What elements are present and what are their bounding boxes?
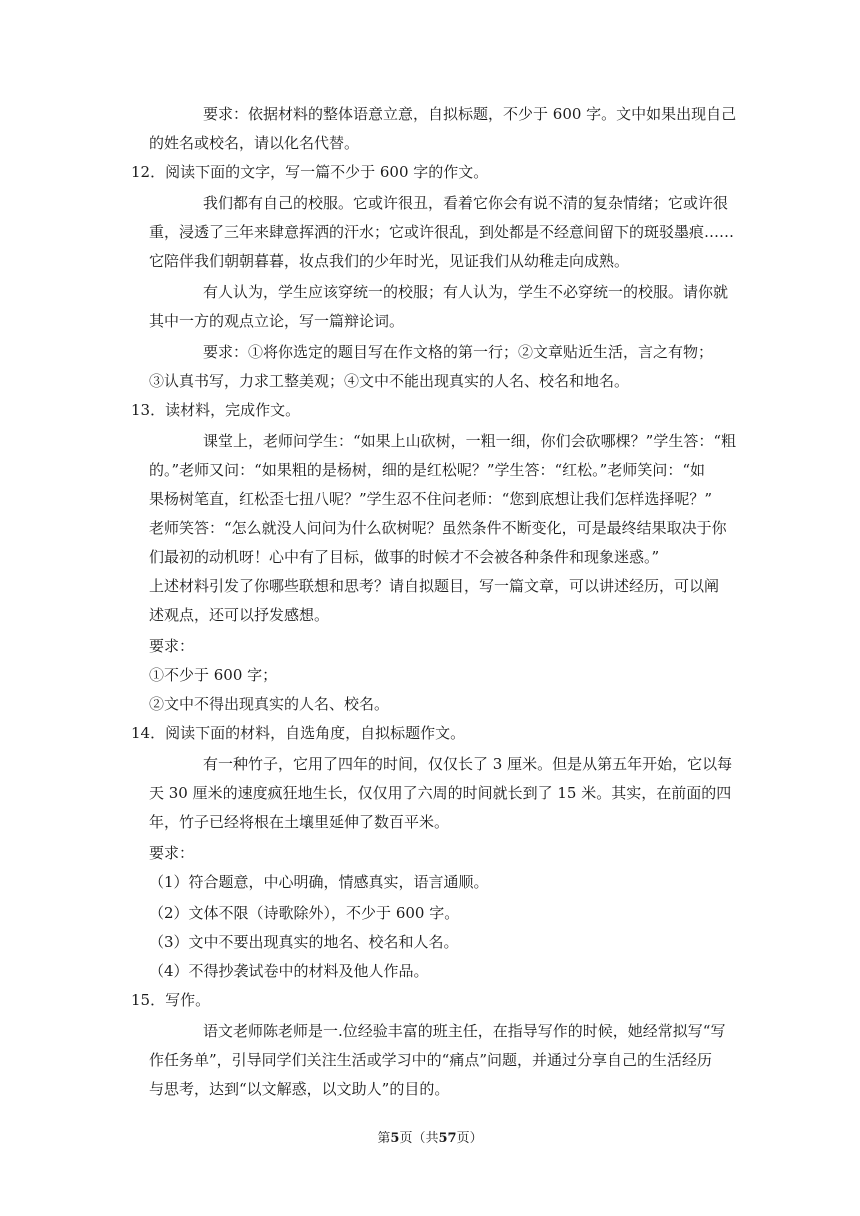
text-line: 有人认为，学生应该穿统一的校服；有人认为，学生不必穿统一的校服。请你就	[203, 283, 729, 301]
text-line: （1）符合题意，中心明确，情感真实，语言通顺。	[149, 873, 489, 891]
text-line: 的姓名或校名，请以化名代替。	[149, 134, 360, 152]
text-line: 我们都有自己的校服。它或许很丑，看着它你会有说不清的复杂情绪；它或许很	[203, 194, 729, 212]
text-line: ②文中不得出现真实的人名、校名。	[149, 695, 390, 713]
text-line: 要求：	[149, 637, 195, 655]
text-line: 上述材料引发了你哪些联想和思考？请自拟题目，写一篇文章，可以讲述经历，可以阐	[149, 577, 720, 595]
text-line: （3）文中不要出现真实的地名、校名和人名。	[149, 933, 459, 951]
total-pages: 57	[438, 1131, 457, 1146]
text-line: 要求：	[149, 844, 195, 862]
text-line: 果杨树笔直，红松歪七扭八呢？”学生忍不住问老师：“您到底想让我们怎样选择呢？”	[149, 490, 713, 508]
question-heading: 13．读材料，完成作文。	[131, 401, 301, 419]
text-line: 要求：依据材料的整体语意立意，自拟标题，不少于 600 字。文中如果出现自己	[203, 105, 737, 123]
footer-suffix: 页）	[456, 1131, 483, 1146]
text-line: ③认真书写，力求工整美观；④文中不能出现真实的人名、校名和地名。	[149, 372, 630, 390]
page-footer	[0, 1130, 860, 1148]
text-line: ①不少于 600 字；	[149, 666, 278, 684]
question-heading: 12．阅读下面的文字，写一篇不少于 600 字的作文。	[131, 163, 489, 181]
text-line: （2）文体不限（诗歌除外），不少于 600 字。	[149, 904, 460, 922]
text-line: （4）不得抄袭试卷中的材料及他人作品。	[149, 962, 429, 980]
text-line: 要求：①将你选定的题目写在作文格的第一行；②文章贴近生活，言之有物；	[203, 343, 714, 361]
text-line: 述观点，还可以抒发感想。	[149, 606, 330, 624]
footer-prefix: 第	[377, 1131, 391, 1146]
text-line: 老师笑答：“怎么就没人问问为什么砍树呢？虽然条件不断变化，可是最终结果取决于你	[149, 519, 727, 537]
text-line: 作任务单”，引导同学们关注生活或学习中的“痛点”问题，并通过分享自己的生活经历	[149, 1051, 713, 1069]
text-line: 它陪伴我们朝朝暮暮，妆点我们的少年时光，见证我们从幼稚走向成熟。	[149, 252, 630, 270]
text-line: 有一种竹子，它用了四年的时间，仅仅长了 3 厘米。但是从第五年开始，它以每	[203, 755, 733, 773]
question-heading: 14．阅读下面的材料，自选角度，自拟标题作文。	[131, 724, 466, 742]
page-number: 5	[390, 1131, 400, 1146]
question-heading: 15．写作。	[131, 991, 211, 1009]
text-line: 其中一方的观点立论，写一篇辩论词。	[149, 312, 405, 330]
text-line: 们最初的动机呀！心中有了目标，做事的时候才不会被各种条件和现象迷惑。”	[149, 548, 660, 566]
text-line: 天 30 厘米的速度疯狂地生长，仅仅用了六周的时间就长到了 15 米。其实，在前面的四	[149, 784, 732, 802]
text-line: 的。”老师又问：“如果粗的是杨树，细的是红松呢？”学生答：“红松。”老师笑问：“如	[149, 461, 706, 479]
text-line: 重，浸透了三年来肆意挥洒的汗水；它或许很乱，到处都是不经意间留下的斑驳墨痕……	[149, 223, 735, 241]
text-line: 语文老师陈老师是一.位经验丰富的班主任，在指导写作的时候，她经常拟写“写	[203, 1022, 726, 1040]
text-line: 课堂上，老师问学生：“如果上山砍树，一粗一细，你们会砍哪棵？”学生答：“粗	[203, 432, 737, 450]
text-line: 年，竹子已经将根在土壤里延伸了数百平米。	[149, 813, 450, 831]
text-line: 与思考，达到“以文解惑，以文助人”的目的。	[149, 1080, 450, 1098]
footer-middle: 页（共	[399, 1131, 439, 1146]
